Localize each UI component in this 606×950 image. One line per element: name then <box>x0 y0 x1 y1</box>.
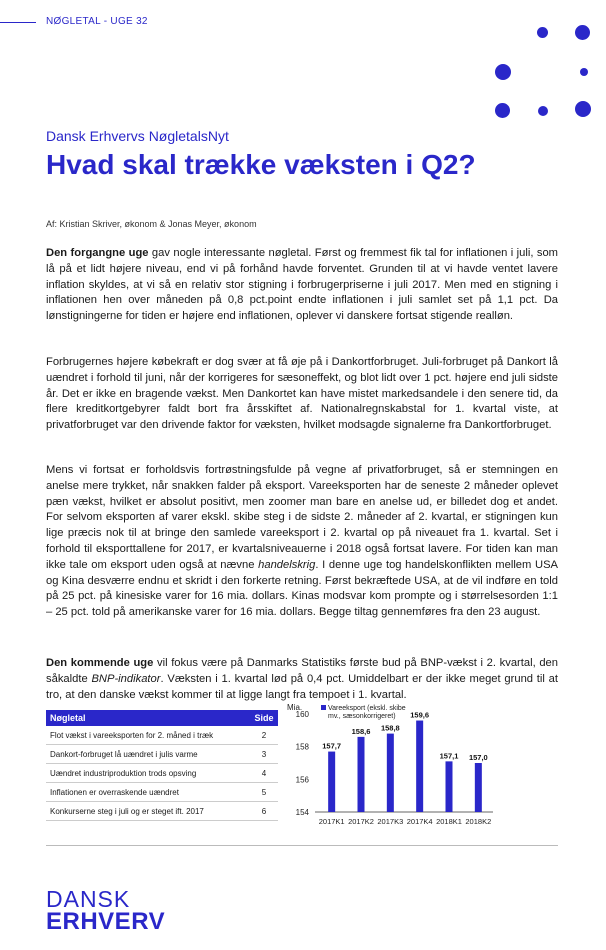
bar <box>328 752 335 812</box>
legend-label-line-1: Vareeksport (ekskl. skibe <box>328 705 406 712</box>
dot <box>575 101 591 117</box>
paragraph-1-text: gav nogle interessante nøgletal. Først og fremmest fik tal for inflationen i juli, som lå på et lidt højere niveau, end vi på forhånd havde forventet. Grunden til at vi havde ventet lavere inflation skyldes, at vi så en relativ stor stigning i forbrugerpriserne i juli 2017. Men med en stigning i inflationen hen over måneden på 0,8 pct.point endte inflationen i juli samlet set på 1,1 pct. Da lønstigningerne for tiden er højere end inflationen, oplever vi danskere fortsat stigende realløn. <box>46 247 558 323</box>
table-cell-label: Inflationen er overraskende uændret <box>46 783 250 802</box>
page-title: Hvad skal trække væksten i Q2? <box>46 149 476 180</box>
table-header-label: Nøgletal <box>46 710 250 726</box>
x-tick-label: 2017K2 <box>348 817 374 826</box>
bar-value-label: 159,6 <box>410 710 430 720</box>
y-axis-label: Mia. <box>287 703 303 712</box>
table-row <box>46 745 278 764</box>
table-cell-label: Konkurserne steg i juli og er steget ift. 2017 <box>46 802 250 821</box>
table-row <box>46 802 278 821</box>
table-cell-page: 3 <box>250 745 278 764</box>
table-cell-page: 5 <box>250 783 278 802</box>
bar-value-label: 158,8 <box>380 723 400 733</box>
paragraph-4 <box>46 656 558 703</box>
y-tick-label: 156 <box>295 775 309 785</box>
x-tick-label: 2018K2 <box>465 817 492 826</box>
table-row <box>46 764 278 783</box>
x-tick-label: 2017K4 <box>406 817 433 826</box>
paragraph-3-emphasis: handelskrig <box>258 558 316 571</box>
dot <box>575 25 590 40</box>
bar-value-label: 158,6 <box>351 726 371 736</box>
bar <box>475 763 482 812</box>
legend-swatch <box>321 705 326 710</box>
table-cell-page: 2 <box>250 726 278 745</box>
legend-label-line-2: mv., sæsonkorrigeret) <box>328 713 396 720</box>
footer-divider <box>46 845 558 846</box>
table-header-row <box>46 710 278 726</box>
bar-value-label: 157,0 <box>468 753 488 762</box>
dot <box>538 106 548 116</box>
paragraph-4-text-b: . Væksten i 1. kvartal lød på 0,4 pct. Umiddelbart er der ikke meget grund til at tro, at den danske vækst kommer til at ligge langt fra tempoet i 1. kvartal. <box>46 672 558 701</box>
dot <box>580 68 588 76</box>
paragraph-3 <box>46 463 558 621</box>
bar-value-label: 157,1 <box>439 751 459 761</box>
table-row <box>46 783 278 802</box>
table-header-page: Side <box>250 710 278 726</box>
logo-line-2: ERHVERV <box>46 908 166 935</box>
y-tick-label: 160 <box>295 710 309 719</box>
paragraph-2: Forbrugernes højere købekraft er dog svær at få øje på i Dankortforbruget. Juli-forbruget på Dankort lå uændret i forhold til juni, når der korrigeres for sæsoneffekt, og blot lidt over 1 pct. højere end juli sidste år. Det er ikke en bragende vækst. Men Dankortet kan have mistet markedsandele i den senere tid, da flere kreditkortgebyrer faldt bort fra årsskiftet af. Nationalregnskabstal for 1. kvartal viste, at privatforbruget var den drivende faktor for væksten, hvilket modsagde signalerne fra Dankortforbruget. <box>46 356 558 432</box>
table-cell-label: Uændret industriproduktion trods opsving <box>46 764 250 783</box>
paragraph-4-lead: Den kommende uge <box>46 657 154 669</box>
paragraph-1 <box>46 246 558 325</box>
bar <box>358 737 365 812</box>
dot <box>495 103 510 118</box>
x-tick-label: 2017K3 <box>377 817 404 826</box>
dot <box>495 64 511 80</box>
bar <box>387 734 394 812</box>
paragraph-4-text-a: vil fokus være på Danmarks Statistiks første bud på BNP-vækst i 2. kvartal, den såkaldte <box>46 657 558 685</box>
x-tick-label: 2017K1 <box>318 817 345 826</box>
paragraph-3-text-a: Mens vi fortsat er forholdsvis fortrøstningsfulde på vegne af privatforbruget, så er stemningen en anelse mere trykket, når snakken falder på eksport. Vareeksporten har de seneste 2 måneder oplevet pæn vækst, hvilket er absolut positivt, men zoomer man bare en anelse ud, er billedet dog et andet. For selvom eksporten af varer ekskl. skibe steg i de sidste 2. måneder af 2. kvartal, er stigningen kun lige præcis nok til at bringe den samlede vareeksport i 2. kvartal op på niveauet fra 1. kvartal. Set i forhold til eksporttallene for 2017, er kvartalsniveauerne i 2018 også fortsat lavere. For tiden kan man ikke tale om eksport uden også at nævne <box>46 464 558 571</box>
bar-value-label: 157,7 <box>322 741 342 751</box>
table-row <box>46 726 278 745</box>
newsletter-name: Dansk Erhvervs NøgletalsNyt <box>46 128 229 144</box>
header-rule <box>0 22 36 23</box>
y-tick-label: 158 <box>295 742 309 752</box>
table-cell-label: Flot vækst i vareeksporten for 2. måned i træk <box>46 726 250 745</box>
byline: Af: Kristian Skriver, økonom & Jonas Meyer, økonom <box>46 219 257 229</box>
dot <box>537 27 548 38</box>
table-cell-page: 6 <box>250 802 278 821</box>
bar <box>446 761 453 812</box>
paragraph-4-emphasis: BNP-indikator <box>91 672 161 685</box>
table-cell-label: Dankort-forbruget lå uændret i julis varme <box>46 745 250 764</box>
x-tick-label: 2018K1 <box>436 817 462 826</box>
paragraph-1-lead: Den forgangne uge <box>46 247 149 259</box>
section-tag: NØGLETAL - UGE 32 <box>46 16 148 27</box>
y-tick-label: 154 <box>295 808 309 817</box>
bar <box>416 721 423 812</box>
logo-line-1: DANSK <box>46 886 131 912</box>
table-cell-page: 4 <box>250 764 278 783</box>
paragraph-3-text-b: . I denne uge tog handelskonflikten mellem USA og Kina desværre endnu et skridt i den forkerte retning. Først bekræftede USA, at de vil indføre en told på 25 pct. på kinesiske varer for 16 mia. dollars. Kinas modsvar kom prompte og i størrelsesorden 1:1 – 25 pct. told på amerikanske varer for 16 mia. dollars. Begge tiltag gennemføres fra den 23 august. <box>46 558 559 619</box>
export-bar-chart <box>285 700 500 830</box>
key-figures-table <box>46 710 278 821</box>
